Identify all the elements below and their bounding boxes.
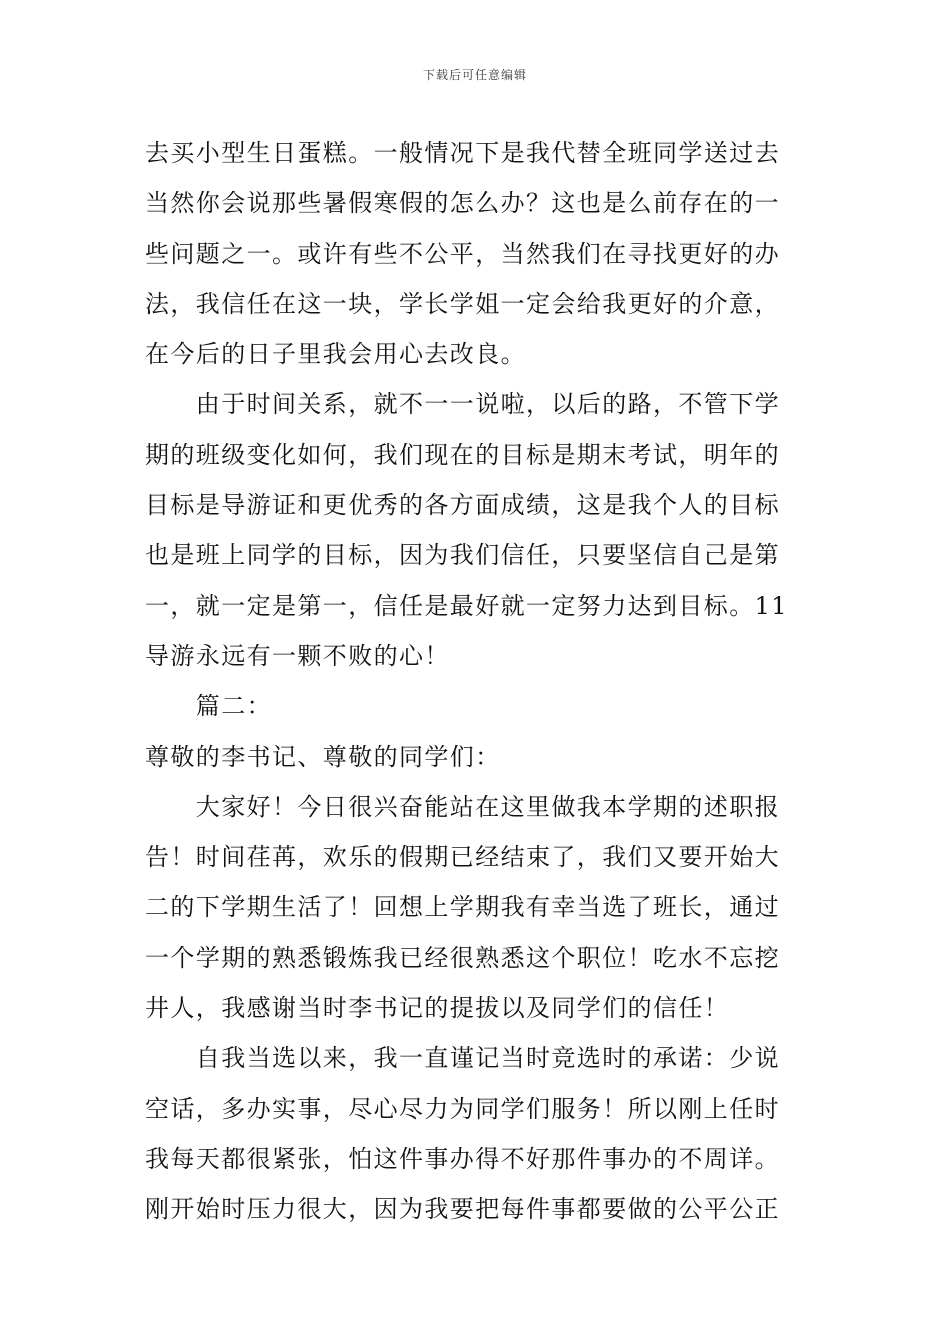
text-line: 我每天都很紧张，怕这件事办得不好那件事办的不周详。 <box>145 1144 780 1173</box>
text-line: 目标是导游证和更优秀的各方面成绩，这是我个人的目标 <box>145 491 780 520</box>
text-line: 也是班上同学的目标，因为我们信任，只要坚信自己是第 <box>145 541 780 570</box>
text-line: 些问题之一。或许有些不公平，当然我们在寻找更好的办 <box>145 239 780 268</box>
text-line: 在今后的日子里我会用心去改良。 <box>145 340 526 369</box>
text-line: 一，就一定是第一，信任是最好就一定努力达到目标。11 <box>145 591 788 620</box>
text-line: 导游永远有一颗不败的心！ <box>145 641 450 670</box>
text-line: 大家好！今日很兴奋能站在这里做我本学期的述职报 <box>145 792 780 821</box>
document-body <box>145 128 813 1235</box>
text-line: 刚开始时压力很大，因为我要把每件事都要做的公平公正 <box>145 1195 780 1224</box>
text-line: 井人，我感谢当时李书记的提拔以及同学们的信任！ <box>145 994 730 1023</box>
text-line: 法，我信任在这一块，学长学姐一定会给我更好的介意， <box>145 289 780 318</box>
salutation: 尊敬的李书记、尊敬的同学们： <box>145 742 501 771</box>
text-line: 去买小型生日蛋糕。一般情况下是我代替全班同学送过去 <box>145 139 780 167</box>
text-line: 告！时间荏苒，欢乐的假期已经结束了，我们又要开始大 <box>145 843 780 872</box>
text-line: 一个学期的熟悉锻炼我已经很熟悉这个职位！吃水不忘挖 <box>145 943 780 972</box>
text-line: 期的班级变化如何，我们现在的目标是期末考试，明年的 <box>145 440 780 469</box>
text-line: 二的下学期生活了！回想上学期我有幸当选了班长，通过 <box>145 893 780 922</box>
page-header: 下载后可任意编辑 <box>422 68 527 82</box>
text-line: 自我当选以来，我一直谨记当时竞选时的承诺：少说 <box>145 1044 780 1073</box>
text-line: 由于时间关系，就不一一说啦，以后的路，不管下学 <box>145 390 780 419</box>
text-line: 当然你会说那些暑假寒假的怎么办？这也是么前存在的一 <box>145 189 780 218</box>
section-heading: 篇二： <box>145 692 272 721</box>
text-line: 空话，多办实事，尽心尽力为同学们服务！所以刚上任时 <box>145 1094 780 1123</box>
